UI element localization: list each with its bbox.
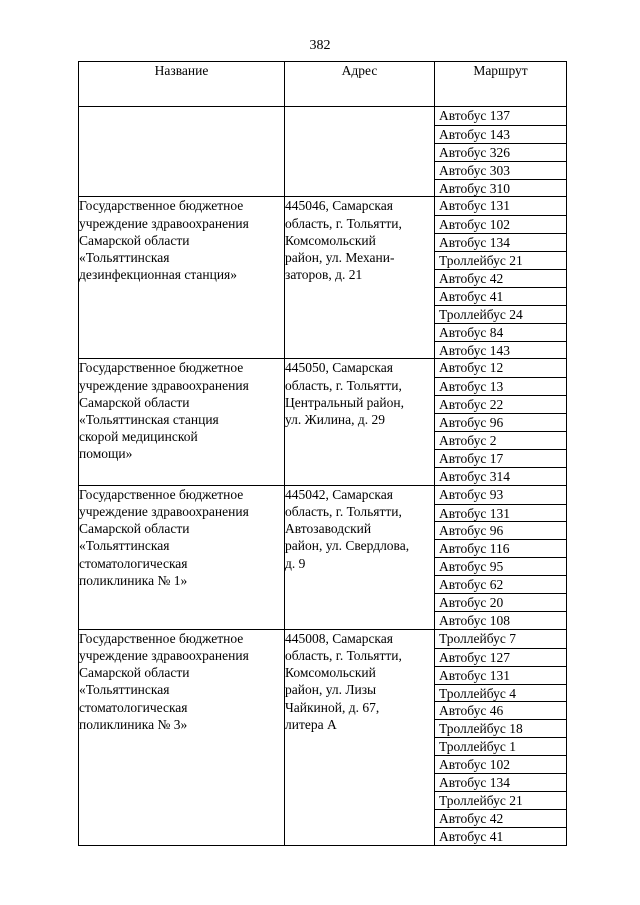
address-line: литера А xyxy=(285,716,337,732)
route-item: Автобус 127 xyxy=(435,648,566,666)
institution-name-line: поликлиника № 1» xyxy=(79,572,188,588)
route-item: Автобус 131 xyxy=(435,666,566,684)
route-item: Автобус 96 xyxy=(435,521,566,539)
institution-name-line: учреждение здравоохранения xyxy=(79,215,249,231)
route-item: Автобус 134 xyxy=(435,773,566,791)
route-item: Автобус 137 xyxy=(439,108,510,123)
address-line: Комсомольский xyxy=(285,232,376,248)
route-item: Автобус 108 xyxy=(435,611,566,629)
table-row xyxy=(79,197,567,359)
institution-name-line: Самарской области xyxy=(79,665,190,681)
address-cell xyxy=(285,359,435,485)
institution-name-line: Государственное бюджетное xyxy=(79,486,244,502)
institution-name-line: Государственное бюджетное xyxy=(79,198,244,214)
route-item: Троллейбус 4 xyxy=(435,684,566,702)
table-body xyxy=(79,107,567,846)
route-item: Автобус 102 xyxy=(435,755,566,773)
address-line: район, ул. Лизы xyxy=(285,682,377,698)
address-line: заторов, д. 21 xyxy=(285,267,363,283)
route-item: Автобус 326 xyxy=(435,143,566,161)
route-item: Автобус 134 xyxy=(435,233,566,251)
institution-name-line: Государственное бюджетное xyxy=(79,630,244,646)
institution-name-line: стоматологическая xyxy=(79,699,188,715)
address-line: район, ул. Механи- xyxy=(285,250,395,266)
route-cell xyxy=(435,359,567,485)
route-item: Троллейбус 1 xyxy=(435,737,566,755)
route-item: Автобус 314 xyxy=(435,467,566,485)
table-row xyxy=(79,485,567,629)
route-item: Автобус 303 xyxy=(435,161,566,179)
address-line: область, г. Тольятти, xyxy=(285,648,402,664)
address-cell xyxy=(285,485,435,629)
address-line: район, ул. Свердлова, xyxy=(285,538,410,554)
route-item: Автобус 2 xyxy=(435,431,566,449)
address-cell xyxy=(285,107,435,197)
address-line: Чайкиной, д. 67, xyxy=(285,699,380,715)
address-line: д. 9 xyxy=(285,555,306,571)
address-line: Автозаводский xyxy=(285,521,372,537)
address-line: 445046, Самарская xyxy=(285,198,393,214)
institution-name-cell xyxy=(79,629,285,845)
route-item: Автобус 131 xyxy=(439,198,510,214)
route-item: Автобус 17 xyxy=(435,449,566,467)
route-item: Троллейбус 21 xyxy=(435,791,566,809)
address-line: 445042, Самарская xyxy=(285,486,393,502)
address-line: область, г. Тольятти, xyxy=(285,215,402,231)
institution-name-line: стоматологическая xyxy=(79,555,188,571)
route-item: Автобус 102 xyxy=(435,215,566,233)
route-item: Автобус 131 xyxy=(435,504,566,522)
institution-name-line: поликлиника № 3» xyxy=(79,716,188,732)
header-route: Маршрут xyxy=(435,62,567,107)
institution-name-cell xyxy=(79,107,285,197)
route-item: Автобус 93 xyxy=(439,486,504,502)
institution-name-line: учреждение здравоохранения xyxy=(79,503,249,519)
route-item: Автобус 22 xyxy=(435,395,566,413)
institutions-table xyxy=(78,61,567,846)
route-item: Автобус 62 xyxy=(435,575,566,593)
route-item: Троллейбус 21 xyxy=(435,251,566,269)
route-item: Троллейбус 7 xyxy=(439,630,516,646)
route-item: Автобус 41 xyxy=(435,827,566,845)
route-cell xyxy=(435,485,567,629)
institution-name-line: «Тольяттинская xyxy=(79,682,170,698)
page-number: 382 xyxy=(309,38,331,53)
address-line: область, г. Тольятти, xyxy=(285,377,402,393)
table-row xyxy=(79,107,567,197)
route-item: Автобус 42 xyxy=(435,809,566,827)
address-line: ул. Жилина, д. 29 xyxy=(285,412,386,428)
address-line: 445050, Самарская xyxy=(285,360,393,376)
route-item: Автобус 13 xyxy=(435,377,566,395)
header-name: Название xyxy=(79,62,285,107)
institution-name-line: дезинфекционная станция» xyxy=(79,267,238,283)
institution-name-line: учреждение здравоохранения xyxy=(79,648,249,664)
address-line: Центральный район, xyxy=(285,394,404,410)
table-row xyxy=(79,629,567,845)
institution-name-line: Самарской области xyxy=(79,232,190,248)
route-cell xyxy=(435,197,567,359)
address-line: 445008, Самарская xyxy=(285,630,393,646)
route-item: Автобус 42 xyxy=(435,269,566,287)
route-item: Автобус 20 xyxy=(435,593,566,611)
header-address: Адрес xyxy=(285,62,435,107)
route-item: Автобус 84 xyxy=(435,323,566,341)
institution-name-line: «Тольяттинская станция xyxy=(79,412,219,428)
institution-name-cell xyxy=(79,485,285,629)
route-item: Троллейбус 24 xyxy=(435,305,566,323)
address-line: область, г. Тольятти, xyxy=(285,503,402,519)
institution-name-line: «Тольяттинская xyxy=(79,250,170,266)
institution-name-line: Самарской области xyxy=(79,521,190,537)
route-cell xyxy=(435,629,567,845)
route-item: Троллейбус 18 xyxy=(435,719,566,737)
route-item: Автобус 310 xyxy=(435,179,566,197)
route-item: Автобус 41 xyxy=(435,287,566,305)
institution-name-line: помощи» xyxy=(79,446,133,462)
institution-name-cell xyxy=(79,359,285,485)
table-header-row xyxy=(79,62,567,107)
institution-name-cell xyxy=(79,197,285,359)
route-item: Автобус 12 xyxy=(439,360,504,376)
table-row xyxy=(79,359,567,485)
address-cell xyxy=(285,629,435,845)
institution-name-line: учреждение здравоохранения xyxy=(79,377,249,393)
institution-name-line: Самарской области xyxy=(79,394,190,410)
route-item: Автобус 143 xyxy=(435,125,566,143)
address-cell xyxy=(285,197,435,359)
route-item: Автобус 143 xyxy=(435,341,566,359)
route-item: Автобус 46 xyxy=(435,701,566,719)
route-cell xyxy=(435,107,567,197)
institution-name-line: «Тольяттинская xyxy=(79,538,170,554)
route-item: Автобус 116 xyxy=(435,539,566,557)
address-line: Комсомольский xyxy=(285,665,376,681)
route-item: Автобус 95 xyxy=(435,557,566,575)
institution-name-line: Государственное бюджетное xyxy=(79,360,244,376)
institution-name-line: скорой медицинской xyxy=(79,429,198,445)
route-item: Автобус 96 xyxy=(435,413,566,431)
